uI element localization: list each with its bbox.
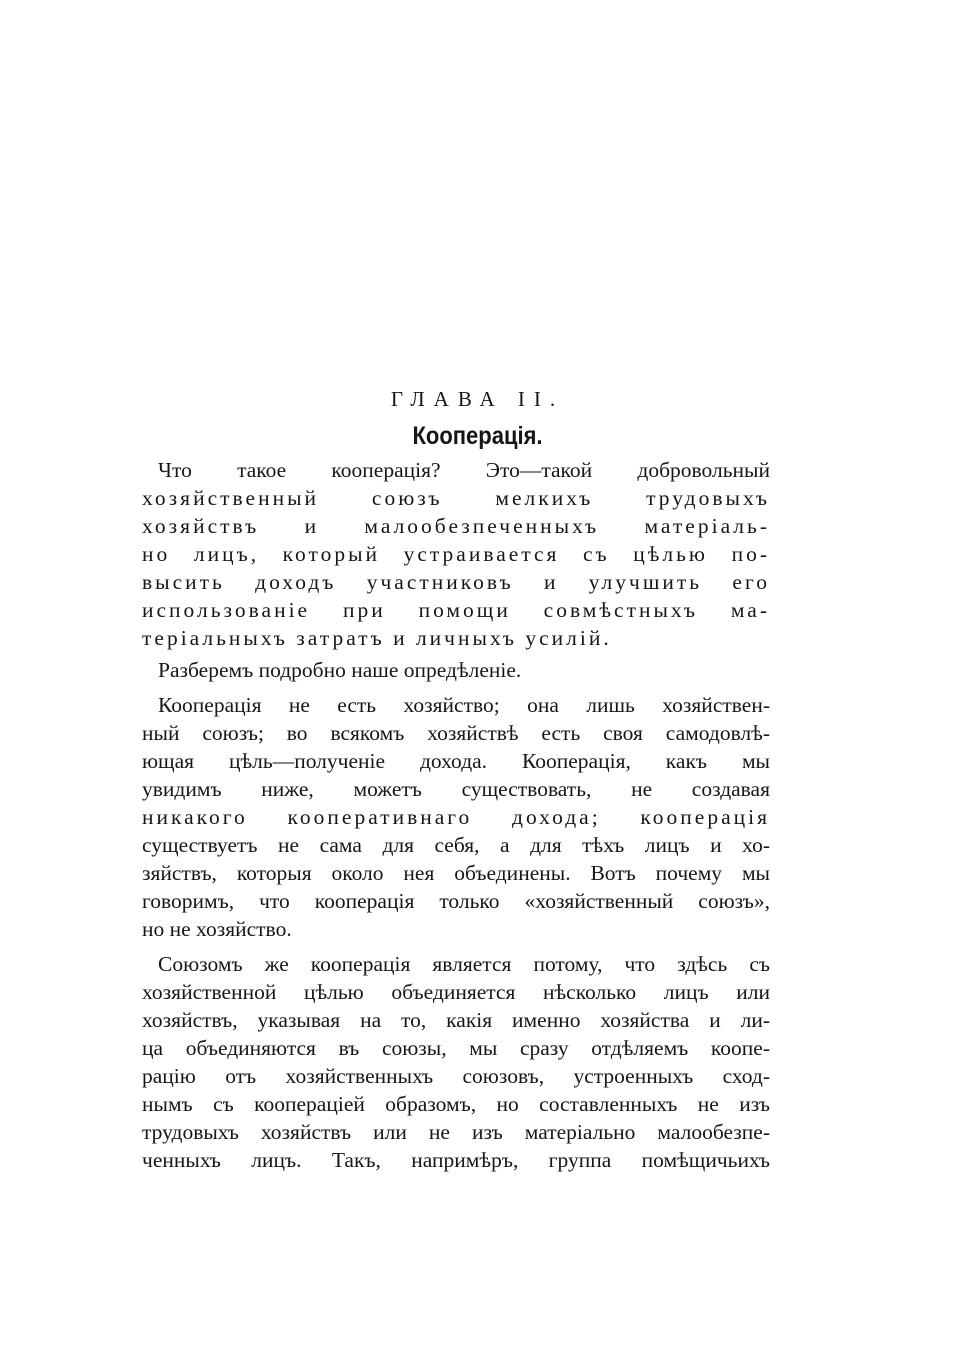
text-line: но не хозяйство.	[142, 917, 292, 941]
text-line: Кооперація не есть хозяйство; она лишь хозяйствен-	[158, 693, 770, 717]
text-line: хозяйственной цѣлью объединяется нѣсколько лицъ или	[142, 980, 770, 1004]
text-line: хозяйствъ, указывая на то, какія именно хозяйства и ли-	[142, 1008, 770, 1032]
text-line: Что такое кооперація? Это—такой добровольный	[158, 458, 770, 482]
text-line: хозяйствъ и малообезпеченныхъ матеріаль-	[142, 514, 770, 538]
paragraph-gap	[142, 943, 770, 950]
text-line: никакого кооперативнаго дохода; кооперація	[142, 805, 770, 829]
paragraph-intro	[142, 656, 770, 684]
text-line: Союзомъ же кооперація является потому, что здѣсь съ	[158, 952, 770, 976]
text-line: хозяйственный союзъ мелкихъ трудовыхъ	[142, 486, 770, 510]
chapter-body	[142, 456, 770, 1174]
text-line: ченныхъ лицъ. Такъ, напримѣръ, группа помѣщичьихъ	[142, 1148, 770, 1172]
text-line: теріальныхъ затратъ и личныхъ усилій.	[142, 626, 612, 650]
text-line: ца объединяются въ союзы, мы сразу отдѣляемъ коопе-	[142, 1036, 770, 1060]
paragraph-gap	[142, 684, 770, 691]
text-line: трудовыхъ хозяйствъ или не изъ матеріально малообезпе-	[142, 1120, 770, 1144]
text-line: высить доходъ участниковъ и улучшить его	[142, 570, 770, 594]
chapter-label: ГЛАВА II.	[390, 387, 565, 411]
chapter-title: Кооперація.	[412, 422, 543, 450]
paragraph-definition	[142, 456, 770, 652]
text-line: нымъ съ коопераціей образомъ, но составленныхъ не изъ	[142, 1092, 770, 1116]
paragraph-union	[142, 950, 770, 1174]
text-line: ный союзъ; во всякомъ хозяйствѣ есть своя самодовлѣ-	[142, 721, 770, 745]
text-line: зяйствъ, которыя около нея объединены. Вотъ почему мы	[142, 861, 770, 885]
text-line: использованіе при помощи совмѣстныхъ ма-	[142, 598, 770, 622]
text-line: но лицъ, который устраивается съ цѣлью по-	[142, 542, 770, 566]
text-line: Разберемъ подробно наше опредѣленіе.	[158, 658, 522, 682]
text-line: увидимъ ниже, можетъ существовать, не создавая	[142, 777, 770, 801]
text-line: говоримъ, что кооперація только «хозяйственный союзъ»,	[142, 889, 770, 913]
paragraph-not-economy	[142, 691, 770, 943]
text-line: существуетъ не сама для себя, а для тѣхъ лицъ и хо-	[142, 833, 770, 857]
text-line: ющая цѣль—полученіе дохода. Кооперація, какъ мы	[142, 749, 770, 773]
text-line: рацію отъ хозяйственныхъ союзовъ, устроенныхъ сход-	[142, 1064, 770, 1088]
